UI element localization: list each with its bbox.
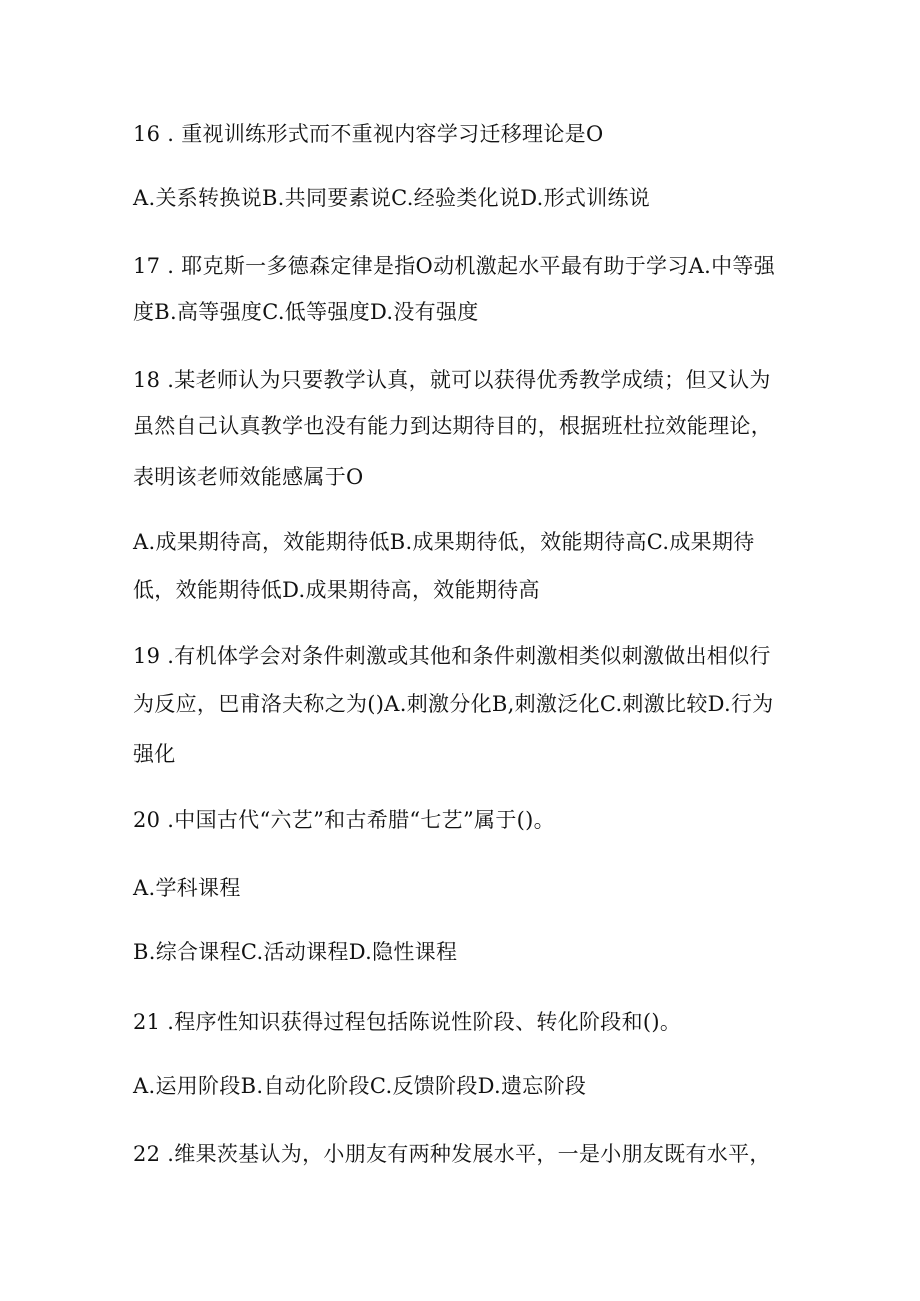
question-21-text: 21 .程序性知识获得过程包括陈说性阶段、转化阶段和()。 <box>133 1010 682 1034</box>
question-17-text-line-1: 17 . 耶克斯一多德森定律是指O动机激起水平最有助于学习A.中等强 <box>133 254 776 278</box>
question-21-options: A.运用阶段B.自动化阶段C.反馈阶段D.遗忘阶段 <box>133 1074 587 1098</box>
question-17-text-line-2: 度B.高等强度C.低等强度D.没有强度 <box>133 300 479 324</box>
question-18-text-line-3: 表明该老师效能感属于O <box>133 465 364 489</box>
question-18-text-line-1: 18 .某老师认为只要教学认真，就可以获得优秀教学成绩；但又认为 <box>133 368 771 392</box>
question-20-text: 20 .中国古代“六艺”和古希腊“七艺”属于()。 <box>133 808 555 832</box>
question-19-text-line-1: 19 .有机体学会对条件刺激或其他和条件刺激相类似刺激做出相似行 <box>133 644 771 668</box>
question-19-text-line-3: 强化 <box>133 742 176 766</box>
question-18-options-line-1: A.成果期待高，效能期待低B.成果期待低，效能期待高C.成果期待 <box>133 530 755 554</box>
question-20-options: B.综合课程C.活动课程D.隐性课程 <box>133 940 458 964</box>
question-19-text-line-2: 为反应，巴甫洛夫称之为()A.刺激分化B,刺激泛化C.刺激比较D.行为 <box>133 692 774 716</box>
question-16-options: A.关系转换说B.共同要素说C.经验类化说D.形式训练说 <box>133 186 651 210</box>
question-16-text: 16 . 重视训练形式而不重视内容学习迁移理论是O <box>133 122 604 146</box>
question-18-text-line-2: 虽然自己认真教学也没有能力到达期待目的，根据班杜拉效能理论， <box>133 414 772 438</box>
question-18-options-line-2: 低，效能期待低D.成果期待高，效能期待高 <box>133 578 540 602</box>
question-22-text: 22 .维果茨基认为，小朋友有两种发展水平，一是小朋友既有水平， <box>133 1142 771 1166</box>
question-20-option-a: A.学科课程 <box>133 876 241 900</box>
